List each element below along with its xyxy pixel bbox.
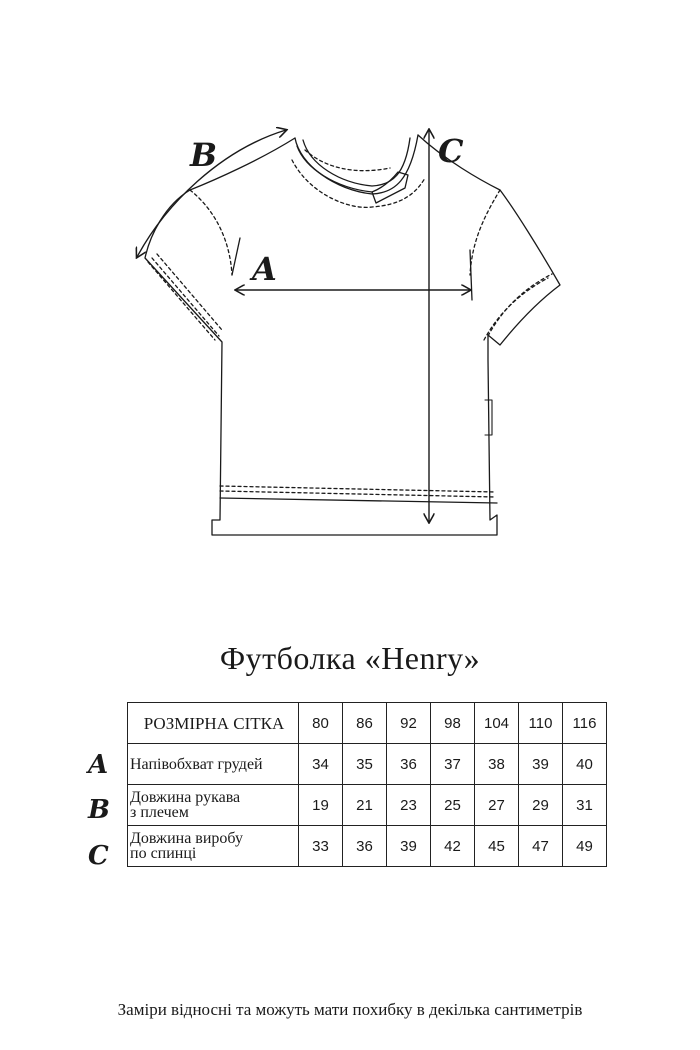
marker-a-label: A [252,250,277,288]
marker-b-label: B [190,136,218,174]
size-cell: 80 [299,703,343,744]
value-cell: 34 [299,744,343,785]
table-header-row [128,703,607,744]
marker-c-label: C [438,132,464,170]
row-label-line: з плечем [130,804,189,821]
value-cell: 42 [431,826,475,867]
value-cell: 25 [431,785,475,826]
size-cell: 98 [431,703,475,744]
row-a-marker: A [88,750,109,780]
size-cell: 110 [519,703,563,744]
row-label [128,785,299,826]
value-cell: 36 [343,826,387,867]
row-label [128,826,299,867]
value-cell: 40 [563,744,607,785]
value-cell: 45 [475,826,519,867]
size-chart-table [127,702,607,867]
value-cell: 37 [431,744,475,785]
value-cell: 23 [387,785,431,826]
value-cell: 21 [343,785,387,826]
row-label-line: Довжина рукава [130,789,241,806]
row-label-line: Довжина виробу [130,830,243,847]
tshirt-outline [145,135,560,535]
value-cell: 31 [563,785,607,826]
row-label-line: по спинці [130,845,197,862]
size-cell: 92 [387,703,431,744]
value-cell: 19 [299,785,343,826]
size-cell: 116 [563,703,607,744]
row-c-marker: C [88,841,109,871]
collar-outer [295,135,418,194]
value-cell: 47 [519,826,563,867]
value-cell: 29 [519,785,563,826]
value-cell: 38 [475,744,519,785]
value-cell: 49 [563,826,607,867]
size-cell: 86 [343,703,387,744]
value-cell: 27 [475,785,519,826]
table-row [128,826,607,867]
size-cell: 104 [475,703,519,744]
table-row [128,744,607,785]
measurement-note: Заміри відносні та можуть мати похибку в декілька сантиметрів [117,1000,583,1019]
product-title: Футболка «Henry» [219,640,481,676]
row-b-marker: B [88,795,110,825]
size-chart-header: РОЗМІРНА СІТКА [128,703,299,744]
row-label: Напівобхват грудей [128,744,299,785]
collar-inner [303,138,410,186]
value-cell: 35 [343,744,387,785]
value-cell: 39 [519,744,563,785]
value-cell: 33 [299,826,343,867]
value-cell: 36 [387,744,431,785]
table-row [128,785,607,826]
value-cell: 39 [387,826,431,867]
